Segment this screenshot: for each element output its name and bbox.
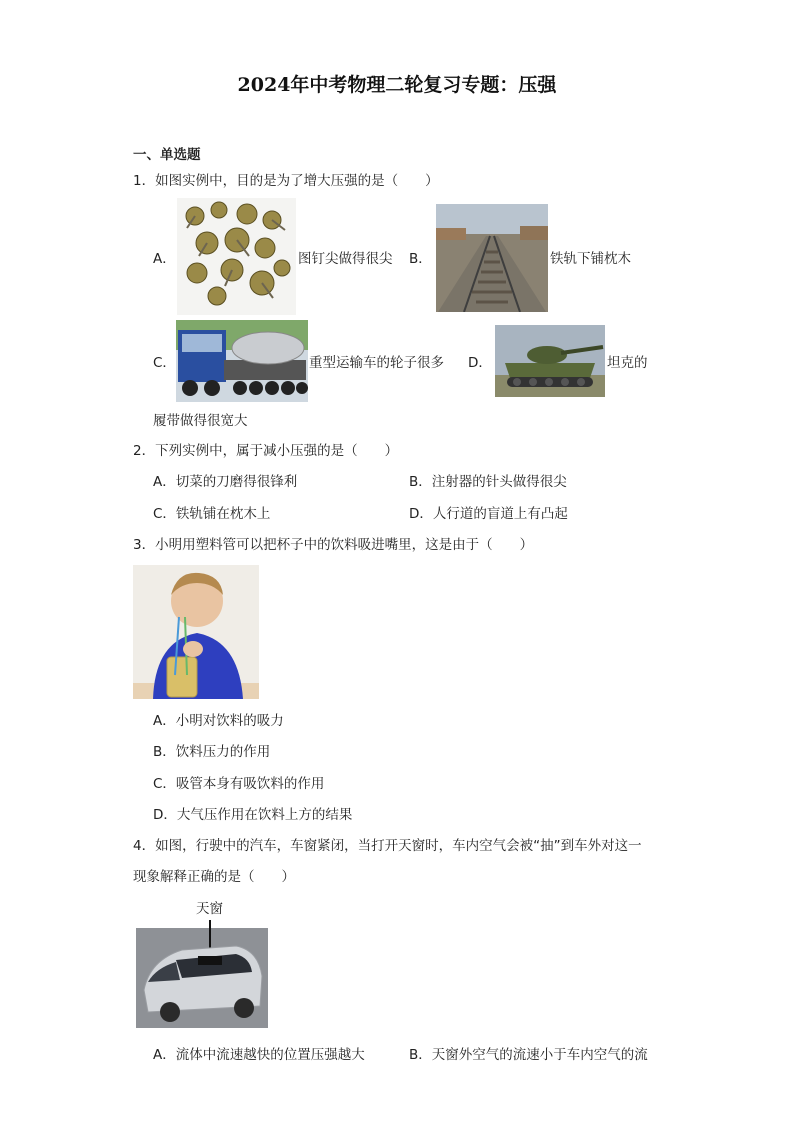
q3-option-a: A．小明对饮料的吸力 <box>153 713 284 729</box>
q2-option-c: C．铁轨铺在枕木上 <box>153 506 271 522</box>
page-title: 2024年中考物理二轮复习专题：压强 <box>237 74 557 96</box>
q1-option-d-text-2: 履带做得很宽大 <box>153 413 248 429</box>
q3-option-d: D．大气压作用在饮料上方的结果 <box>153 807 353 823</box>
q1-stem: 1．如图实例中，目的是为了增大压强的是（ ） <box>133 173 439 189</box>
q2-stem: 2．下列实例中，属于减小压强的是（ ） <box>133 443 399 459</box>
q1-option-a-label: A． <box>153 251 176 267</box>
q1-option-d-text-1: 坦克的 <box>607 355 648 371</box>
q1-option-b-text: 铁轨下铺枕木 <box>550 251 631 267</box>
q1-option-b-label: B． <box>409 251 432 267</box>
q2-option-b: B．注射器的针头做得很尖 <box>409 474 567 490</box>
q2-option-a: A．切菜的刀磨得很锋利 <box>153 474 298 490</box>
q1-option-a-text: 图钉尖做得很尖 <box>298 251 393 267</box>
q3-stem: 3．小明用塑料管可以把杯子中的饮料吸进嘴里，这是由于（ ） <box>133 537 534 553</box>
q4-stem-line-2: 现象解释正确的是（ ） <box>133 869 295 885</box>
tank-image <box>495 325 605 397</box>
q2-option-d: D．人行道的盲道上有凸起 <box>409 506 568 522</box>
q4-option-a: A．流体中流速越快的位置压强越大 <box>153 1047 365 1063</box>
heavy-truck-image <box>176 320 308 402</box>
sunroof-label: 天窗 <box>196 901 223 917</box>
q4-stem-line-1: 4．如图，行驶中的汽车，车窗紧闭，当打开天窗时，车内空气会被“抽”到车外对这一 <box>133 838 642 854</box>
railway-image <box>436 204 548 312</box>
car-sunroof-image <box>136 920 268 1028</box>
section-heading: 一、单选题 <box>133 147 201 163</box>
q1-option-c-label: C． <box>153 355 176 371</box>
child-drinking-image <box>133 565 259 699</box>
q3-option-b: B．饮料压力的作用 <box>153 744 271 760</box>
q3-option-c: C．吸管本身有吸饮料的作用 <box>153 776 325 792</box>
thumbtacks-image <box>177 198 296 315</box>
q1-option-d-label: D． <box>468 355 492 371</box>
q4-option-b: B．天窗外空气的流速小于车内空气的流 <box>409 1047 648 1063</box>
q1-option-c-text: 重型运输车的轮子很多 <box>309 355 444 371</box>
